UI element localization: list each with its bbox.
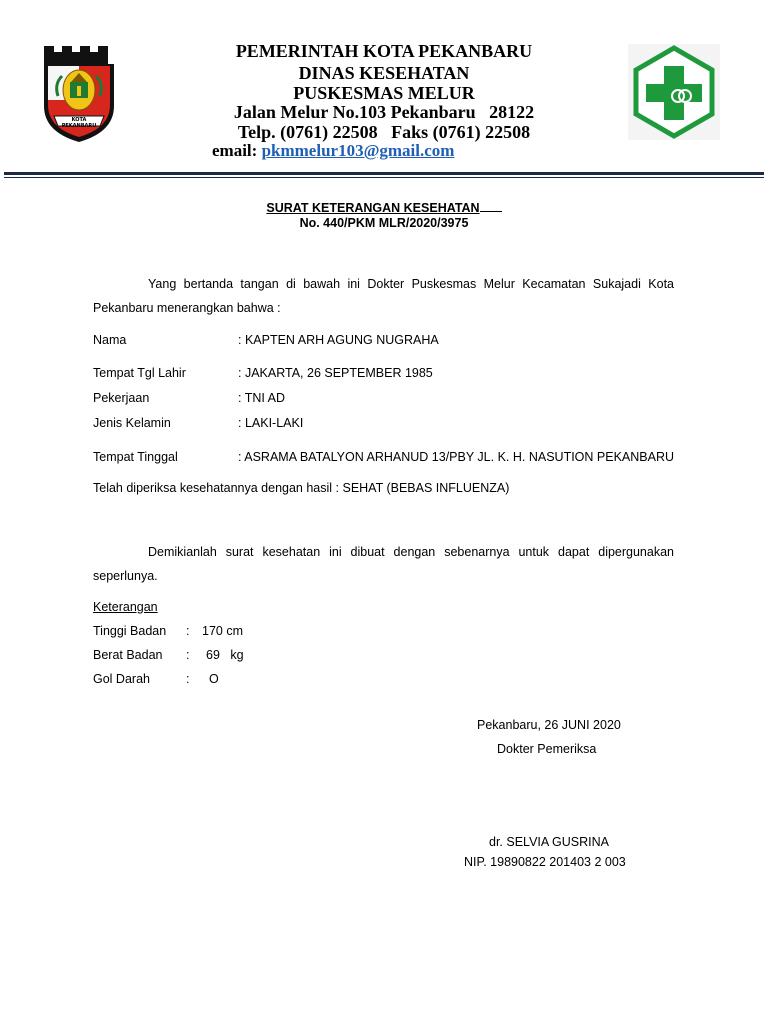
signature-place-date: Pekanbaru, 26 JUNI 2020	[477, 718, 621, 732]
field-value-jenis-kelamin: : LAKI-LAKI	[238, 416, 304, 430]
letterhead-government: PEMERINTAH KOTA PEKANBARU	[235, 41, 533, 61]
letterhead-address: Jalan Melur No.103 Pekanbaru 28122	[233, 102, 535, 122]
examination-result: Telah diperiksa kesehatannya dengan hasil : SEHAT (BEBAS INFLUENZA)	[93, 481, 510, 495]
measure-label-height: Tinggi Badan	[93, 624, 167, 638]
letterhead-puskesmas: PUSKESMAS MELUR	[293, 83, 475, 103]
closing-paragraph: Demikianlah surat kesehatan ini dibuat dengan sebenarnya untuk dapat dipergunakan seperlunya.	[93, 545, 674, 583]
emblem-ribbon-text: KOTA PEKANBARU	[61, 117, 97, 129]
signature-role: Dokter Pemeriksa	[497, 742, 597, 756]
field-label-nama: Nama	[93, 333, 127, 347]
field-value-tempat-tgl-lahir: : JAKARTA, 26 SEPTEMBER 1985	[238, 366, 433, 380]
measure-value-blood-type: O	[209, 672, 219, 686]
letterhead-email-row	[212, 141, 454, 161]
measure-label-blood-type: Gol Darah	[93, 672, 150, 686]
header-divider-thin	[4, 177, 764, 178]
measure-label-weight: Berat Badan	[93, 648, 163, 662]
field-value-pekerjaan: : TNI AD	[238, 391, 286, 405]
email-label: email:	[212, 141, 258, 160]
signature-nip: NIP. 19890822 201403 2 003	[464, 855, 626, 869]
measure-value-height: 170 cm	[202, 624, 243, 638]
field-label-jenis-kelamin: Jenis Kelamin	[93, 416, 171, 430]
title-underline-extension	[480, 199, 502, 212]
signature-name: dr. SELVIA GUSRINA	[489, 835, 609, 849]
letterhead-phone: Telp. (0761) 22508 Faks (0761) 22508	[237, 122, 531, 142]
measure-colon: :	[186, 648, 190, 662]
document-number: No. 440/PKM MLR/2020/3975	[299, 216, 469, 230]
measure-colon: :	[186, 672, 190, 686]
header-divider-thick	[4, 172, 764, 175]
letterhead-agency: DINAS KESEHATAN	[298, 63, 470, 83]
field-label-pekerjaan: Pekerjaan	[93, 391, 150, 405]
field-value-tempat-tinggal: : ASRAMA BATALYON ARHANUD 13/PBY JL. K. H. NASUTION PEKANBARU	[238, 450, 675, 464]
measure-colon: :	[186, 624, 190, 638]
field-value-nama: : KAPTEN ARH AGUNG NUGRAHA	[238, 333, 439, 347]
keterangan-heading: Keterangan	[93, 600, 158, 614]
measure-value-weight: 69 kg	[206, 648, 244, 662]
document-title: SURAT KETERANGAN KESEHATAN	[266, 201, 480, 215]
field-label-tempat-tgl-lahir: Tempat Tgl Lahir	[93, 366, 186, 380]
intro-paragraph: Yang bertanda tangan di bawah ini Dokter Puskesmas Melur Kecamatan Sukajadi Kota Pekanbaru menerangkan bahwa :	[93, 277, 674, 315]
document-title-row	[0, 199, 768, 215]
field-label-tempat-tinggal: Tempat Tinggal	[93, 450, 178, 464]
email-link[interactable]: pkmmelur103@gmail.com	[261, 141, 455, 160]
